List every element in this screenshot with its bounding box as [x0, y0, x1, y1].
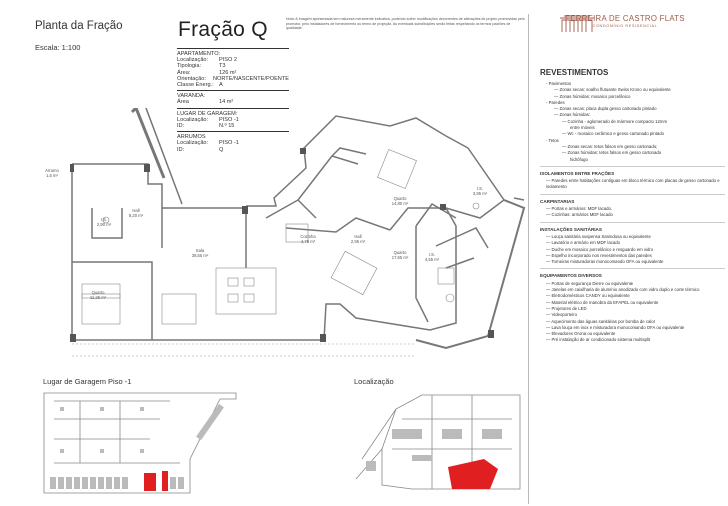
info-row: ID: N.º 15: [177, 123, 235, 130]
specs-title: REVESTIMENTOS: [540, 68, 609, 77]
spec-line: — Wc - mosaico cerâmico e gesso cartonado pintado: [562, 131, 664, 137]
spec-line: — Zonas secas: soalho flutuante Swiss Krono ou equivalente: [554, 87, 671, 93]
scale-label: Escala: 1:100: [35, 43, 81, 52]
spec-group-title: CARPINTARIAS: [540, 198, 575, 204]
spec-line: — Portas e armários: MDF lacado.: [546, 206, 613, 212]
info-row: Orientação: NORTE/NASCENTE/POENTE: [177, 75, 289, 82]
room-label: Quarto: [91, 290, 105, 295]
info-row: Localização: PISO -1: [177, 140, 239, 147]
spec-line: — Elevadores Orona ou equivalente: [546, 331, 616, 337]
divider: [540, 222, 725, 223]
spec-line: — Videoporteiro: [546, 312, 577, 318]
divider: [540, 268, 725, 269]
logo-subtitle: CONDOMÍNIO RESIDENCIAL: [592, 24, 658, 28]
garage-section-title: Lugar de Garagem Piso -1: [43, 377, 132, 386]
divider: [540, 166, 725, 167]
info-row: Área 14 m²: [177, 99, 234, 106]
floor-plan: [36, 108, 528, 370]
logo-name: FERREIRA DE CASTRO FLATS: [565, 14, 685, 23]
room-area: 2,90 m²: [96, 222, 112, 227]
garage-spot-highlight: [144, 473, 156, 491]
spec-line: — Portas de segurança Dierre ou equivalente: [546, 280, 634, 286]
brand-logo: [560, 14, 690, 28]
garage-plan: [40, 389, 240, 499]
info-heading-varanda: VARANDA:: [177, 93, 206, 100]
room-label: Quarto: [393, 196, 407, 201]
spec-line: — Eletrodomésticos CANDY ou equivalente: [546, 293, 630, 299]
spec-line: entre móveis: [570, 125, 595, 131]
spec-line: — Zonas húmidas:: [554, 112, 591, 118]
room-area: 11,25 m²: [89, 295, 107, 300]
info-heading-arrumos: ARRUMOS: [177, 134, 206, 141]
spec-group-title: ISOLAMENTOS ENTRE FRAÇÕES: [540, 170, 615, 176]
spec-line: — Zonas secas: tetos falsos em gesso cartonado;: [562, 143, 658, 149]
storage-highlight: [162, 471, 168, 491]
divider: [177, 90, 289, 91]
spec-line: — Lava louça em inox e misturadora monocomando OFA ou equivalente: [546, 324, 685, 330]
unit-title: Fração Q: [178, 18, 268, 41]
spec-line: hidrófugo: [570, 156, 588, 162]
room-label: Hall: [132, 208, 140, 213]
room-label: Arrumo: [45, 168, 59, 173]
plan-title: Planta da Fração: [35, 20, 123, 32]
spec-line: — Material elétrico de manobra da EFAPEL ou equivalente: [546, 299, 659, 305]
location-plan: [352, 389, 524, 499]
room-label: Hall: [354, 234, 362, 239]
spec-line: — Aquecimento das águas sanitárias por bomba de calor: [546, 318, 656, 324]
divider: [177, 48, 289, 49]
info-row: ID: Q: [177, 146, 224, 153]
room-label: Cozinha: [300, 234, 316, 239]
room-area: 4,55 m²: [424, 257, 440, 262]
room-label: I.S.: [476, 186, 484, 191]
spec-line: - Tetos: [546, 137, 559, 143]
spec-line: — Zonas húmidas: mosaico porcelânico: [554, 93, 631, 99]
column-divider: [528, 14, 529, 504]
spec-line: — Zonas húmidas: tetos falsos em gesso cartonado: [562, 150, 662, 156]
info-row: Área: 126 m²: [177, 69, 237, 76]
spec-line: — Cozinha - aglomerado de mármore compacto 12mm: [562, 118, 668, 124]
spec-group-title: EQUIPAMENTOS DIVERSOS: [540, 273, 602, 279]
info-row: Tipologia: T3: [177, 63, 226, 70]
spec-group-title: INSTALAÇÕES SANITÁRIAS: [540, 226, 602, 232]
spec-line: — Duche em mosaico porcelânico e resguardo em vidro: [546, 246, 654, 252]
room-area: 2,95 m²: [350, 239, 366, 244]
spec-line: — Cozinhas: armários MDF lacado: [546, 212, 613, 218]
spec-line: — Zonas secas: placa dupla gesso cartonado pintado: [554, 106, 657, 112]
room-label: I.S.: [100, 217, 108, 222]
spec-line: - Pavimentos: [546, 81, 572, 86]
spec-line: — Espelho incorporado nos revestimentos das paredes: [546, 252, 652, 258]
room-area: 17,65 m²: [391, 255, 409, 260]
room-area: 38,55 m²: [191, 253, 209, 258]
room-area: 1,5 m²: [46, 173, 58, 178]
logo-mark-icon: [560, 14, 594, 34]
room-label: Quarto: [393, 250, 407, 255]
info-row: Localização: PISO -1: [177, 116, 239, 123]
spec-line: - Paredes: [546, 99, 565, 105]
spec-line: — Projetores de LED: [546, 305, 587, 311]
room-area: 3,95 m²: [472, 191, 488, 196]
spec-line: — Torneiras misturadoras monocomando OFA ou equivalente: [546, 259, 664, 265]
spec-line: — Janelas em caixilharia de alumínio anodizado com vidro duplo e corte térmico: [546, 287, 700, 293]
info-row: Classe Energ.: A: [177, 82, 223, 89]
info-row: Localização: PISO 2: [177, 57, 238, 64]
room-label: Sala: [195, 248, 205, 253]
room-area: 4,75 m²: [300, 239, 316, 244]
disclaimer-note: Nota: A Imagem apresentada tem natureza meramente indicativa, podendo sofrer modificações decorrentes de alterações de projeto promovidas pelo promotor, pelo instaladores de fornecimento ou termo de projeção. As eventuais substituições serão feitas respeitando os termos padrões de qualidade.: [286, 17, 525, 31]
spec-line: — Paredes entre habitações contíguas em bloco térmico com placas de gesso cartonado e isolamento: [546, 178, 720, 190]
divider: [540, 194, 725, 195]
info-heading-apartamento: APARTAMENTO:: [177, 51, 221, 57]
spec-line: — Pré instalação de ar condicionado sistema multisplit: [546, 337, 651, 343]
location-section-title: Localização: [354, 377, 394, 386]
room-label: I.S.: [428, 252, 436, 257]
spec-line: — Lavatório e armário em MDF lacado: [546, 240, 621, 246]
info-heading-garagem: LUGAR DE GARAGEM:: [177, 110, 238, 117]
spec-line: — Louça sanitária suspensa Sanindusa ou equivalente: [546, 233, 651, 239]
room-area: 8,20 m²: [128, 213, 144, 218]
room-area: 14,80 m²: [391, 201, 409, 206]
specifications-panel: [540, 68, 725, 344]
